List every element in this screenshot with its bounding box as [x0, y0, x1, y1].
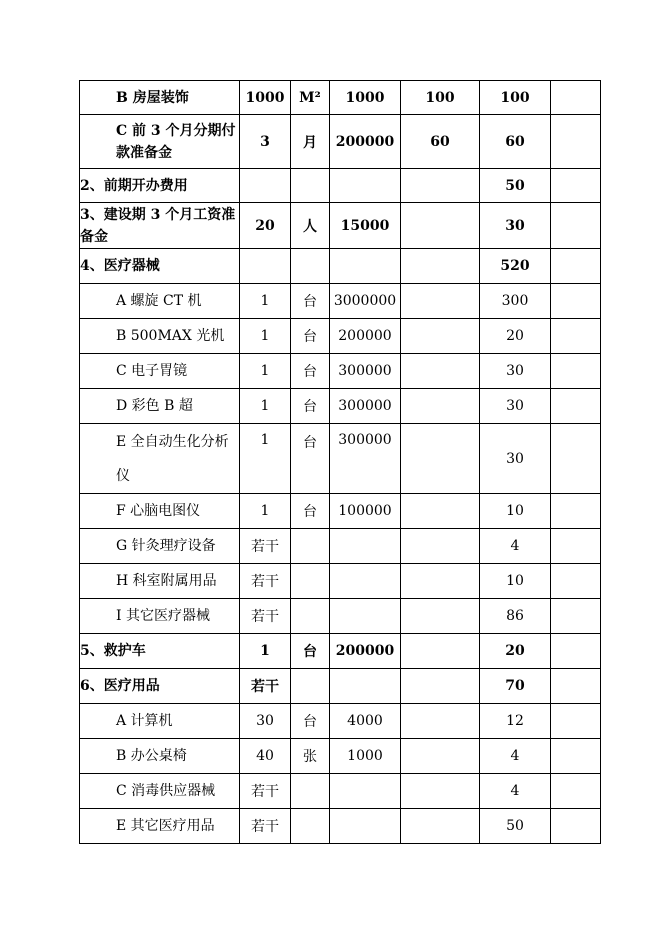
unit-cell [291, 249, 330, 284]
total-cell: 50 [480, 169, 551, 203]
quantity-cell [240, 249, 291, 284]
table-row [80, 669, 601, 704]
amount-cell [401, 599, 480, 634]
unit-price-cell [330, 169, 401, 203]
item-name-cell: 2、前期开办费用 [80, 169, 240, 203]
total-cell: 10 [480, 564, 551, 599]
amount-cell [401, 564, 480, 599]
table-row [80, 564, 601, 599]
quantity-cell: 1 [240, 634, 291, 669]
item-name-cell: 4、医疗器械 [80, 249, 240, 284]
table-row [80, 774, 601, 809]
table-row [80, 739, 601, 774]
total-cell: 30 [480, 424, 551, 494]
remark-cell [551, 115, 601, 169]
remark-cell [551, 774, 601, 809]
unit-price-cell: 1000 [330, 81, 401, 115]
quantity-cell: 30 [240, 704, 291, 739]
unit-cell: 台 [291, 389, 330, 424]
total-cell: 30 [480, 354, 551, 389]
unit-cell [291, 564, 330, 599]
quantity-cell: 若干 [240, 564, 291, 599]
unit-price-cell: 300000 [330, 424, 401, 494]
remark-cell [551, 203, 601, 249]
amount-cell [401, 704, 480, 739]
total-cell: 12 [480, 704, 551, 739]
unit-price-cell [330, 809, 401, 844]
item-name-cell: D 彩色 B 超 [80, 389, 240, 424]
unit-price-cell [330, 669, 401, 704]
unit-cell [291, 809, 330, 844]
amount-cell [401, 249, 480, 284]
remark-cell [551, 319, 601, 354]
table-row [80, 389, 601, 424]
item-name-cell: A 螺旋 CT 机 [80, 284, 240, 319]
amount-cell [401, 809, 480, 844]
unit-cell: 台 [291, 424, 330, 494]
item-name-cell: C 消毒供应器械 [80, 774, 240, 809]
quantity-cell: 若干 [240, 529, 291, 564]
quantity-cell: 1 [240, 284, 291, 319]
quantity-cell: 1000 [240, 81, 291, 115]
budget-table [79, 80, 601, 844]
table-row [80, 494, 601, 529]
unit-cell: 张 [291, 739, 330, 774]
total-cell: 4 [480, 529, 551, 564]
remark-cell [551, 249, 601, 284]
remark-cell [551, 599, 601, 634]
unit-cell: M² [291, 81, 330, 115]
quantity-cell: 若干 [240, 599, 291, 634]
remark-cell [551, 284, 601, 319]
unit-price-cell: 1000 [330, 739, 401, 774]
unit-price-cell: 200000 [330, 115, 401, 169]
unit-price-cell: 300000 [330, 354, 401, 389]
amount-cell [401, 494, 480, 529]
unit-cell [291, 169, 330, 203]
amount-cell [401, 424, 480, 494]
total-cell: 10 [480, 494, 551, 529]
table-row [80, 599, 601, 634]
amount-cell [401, 319, 480, 354]
amount-cell [401, 634, 480, 669]
item-name-cell: G 针灸理疗设备 [80, 529, 240, 564]
table-row [80, 249, 601, 284]
total-cell: 30 [480, 389, 551, 424]
item-name-cell: 3、建设期 3 个月工资准备金 [80, 203, 240, 249]
item-name-cell: F 心脑电图仪 [80, 494, 240, 529]
table-row [80, 284, 601, 319]
unit-cell [291, 774, 330, 809]
unit-price-cell [330, 599, 401, 634]
unit-cell: 台 [291, 319, 330, 354]
unit-cell [291, 669, 330, 704]
remark-cell [551, 529, 601, 564]
quantity-cell: 1 [240, 319, 291, 354]
quantity-cell [240, 169, 291, 203]
table-row [80, 319, 601, 354]
remark-cell [551, 739, 601, 774]
remark-cell [551, 389, 601, 424]
remark-cell [551, 354, 601, 389]
table-row [80, 634, 601, 669]
table-row [80, 704, 601, 739]
item-name-cell: E 全自动生化分析仪 [80, 424, 240, 494]
quantity-cell: 20 [240, 203, 291, 249]
quantity-cell: 1 [240, 494, 291, 529]
amount-cell [401, 284, 480, 319]
item-name-cell: B 办公桌椅 [80, 739, 240, 774]
unit-price-cell: 15000 [330, 203, 401, 249]
quantity-cell: 3 [240, 115, 291, 169]
item-name-cell: B 500MAX 光机 [80, 319, 240, 354]
unit-price-cell [330, 249, 401, 284]
remark-cell [551, 564, 601, 599]
remark-cell [551, 169, 601, 203]
remark-cell [551, 704, 601, 739]
table-row [80, 424, 601, 494]
unit-cell: 台 [291, 704, 330, 739]
unit-price-cell: 200000 [330, 634, 401, 669]
unit-cell: 台 [291, 494, 330, 529]
unit-price-cell: 300000 [330, 389, 401, 424]
remark-cell [551, 81, 601, 115]
amount-cell [401, 669, 480, 704]
table-row [80, 809, 601, 844]
quantity-cell: 1 [240, 424, 291, 494]
table-row [80, 354, 601, 389]
item-name-cell: E 其它医疗用品 [80, 809, 240, 844]
total-cell: 4 [480, 774, 551, 809]
remark-cell [551, 424, 601, 494]
quantity-cell: 若干 [240, 774, 291, 809]
table-row [80, 81, 601, 115]
remark-cell [551, 494, 601, 529]
unit-cell: 台 [291, 634, 330, 669]
table-row [80, 115, 601, 169]
unit-price-cell: 200000 [330, 319, 401, 354]
item-name-cell: A 计算机 [80, 704, 240, 739]
total-cell: 300 [480, 284, 551, 319]
item-name-cell: I 其它医疗器械 [80, 599, 240, 634]
unit-cell [291, 599, 330, 634]
unit-price-cell [330, 529, 401, 564]
item-name-cell: B 房屋装饰 [80, 81, 240, 115]
table-row [80, 529, 601, 564]
total-cell: 86 [480, 599, 551, 634]
unit-cell: 台 [291, 354, 330, 389]
amount-cell [401, 529, 480, 564]
total-cell: 30 [480, 203, 551, 249]
quantity-cell: 40 [240, 739, 291, 774]
quantity-cell: 1 [240, 389, 291, 424]
total-cell: 4 [480, 739, 551, 774]
total-cell: 100 [480, 81, 551, 115]
unit-cell [291, 529, 330, 564]
amount-cell: 60 [401, 115, 480, 169]
amount-cell [401, 739, 480, 774]
quantity-cell: 若干 [240, 669, 291, 704]
quantity-cell: 1 [240, 354, 291, 389]
amount-cell [401, 774, 480, 809]
amount-cell [401, 203, 480, 249]
unit-price-cell: 4000 [330, 704, 401, 739]
table-row [80, 203, 601, 249]
total-cell: 60 [480, 115, 551, 169]
unit-price-cell: 3000000 [330, 284, 401, 319]
budget-table-body [80, 81, 601, 844]
amount-cell [401, 354, 480, 389]
total-cell: 50 [480, 809, 551, 844]
amount-cell: 100 [401, 81, 480, 115]
unit-cell: 台 [291, 284, 330, 319]
unit-price-cell [330, 774, 401, 809]
unit-price-cell [330, 564, 401, 599]
remark-cell [551, 669, 601, 704]
total-cell: 70 [480, 669, 551, 704]
amount-cell [401, 169, 480, 203]
amount-cell [401, 389, 480, 424]
item-name-cell: 6、医疗用品 [80, 669, 240, 704]
item-name-cell: 5、救护车 [80, 634, 240, 669]
quantity-cell: 若干 [240, 809, 291, 844]
item-name-cell: H 科室附属用品 [80, 564, 240, 599]
remark-cell [551, 634, 601, 669]
table-row [80, 169, 601, 203]
unit-cell: 人 [291, 203, 330, 249]
total-cell: 20 [480, 319, 551, 354]
unit-cell: 月 [291, 115, 330, 169]
total-cell: 20 [480, 634, 551, 669]
item-name-cell: C 前 3 个月分期付款准备金 [80, 115, 240, 169]
remark-cell [551, 809, 601, 844]
total-cell: 520 [480, 249, 551, 284]
unit-price-cell: 100000 [330, 494, 401, 529]
item-name-cell: C 电子胃镜 [80, 354, 240, 389]
